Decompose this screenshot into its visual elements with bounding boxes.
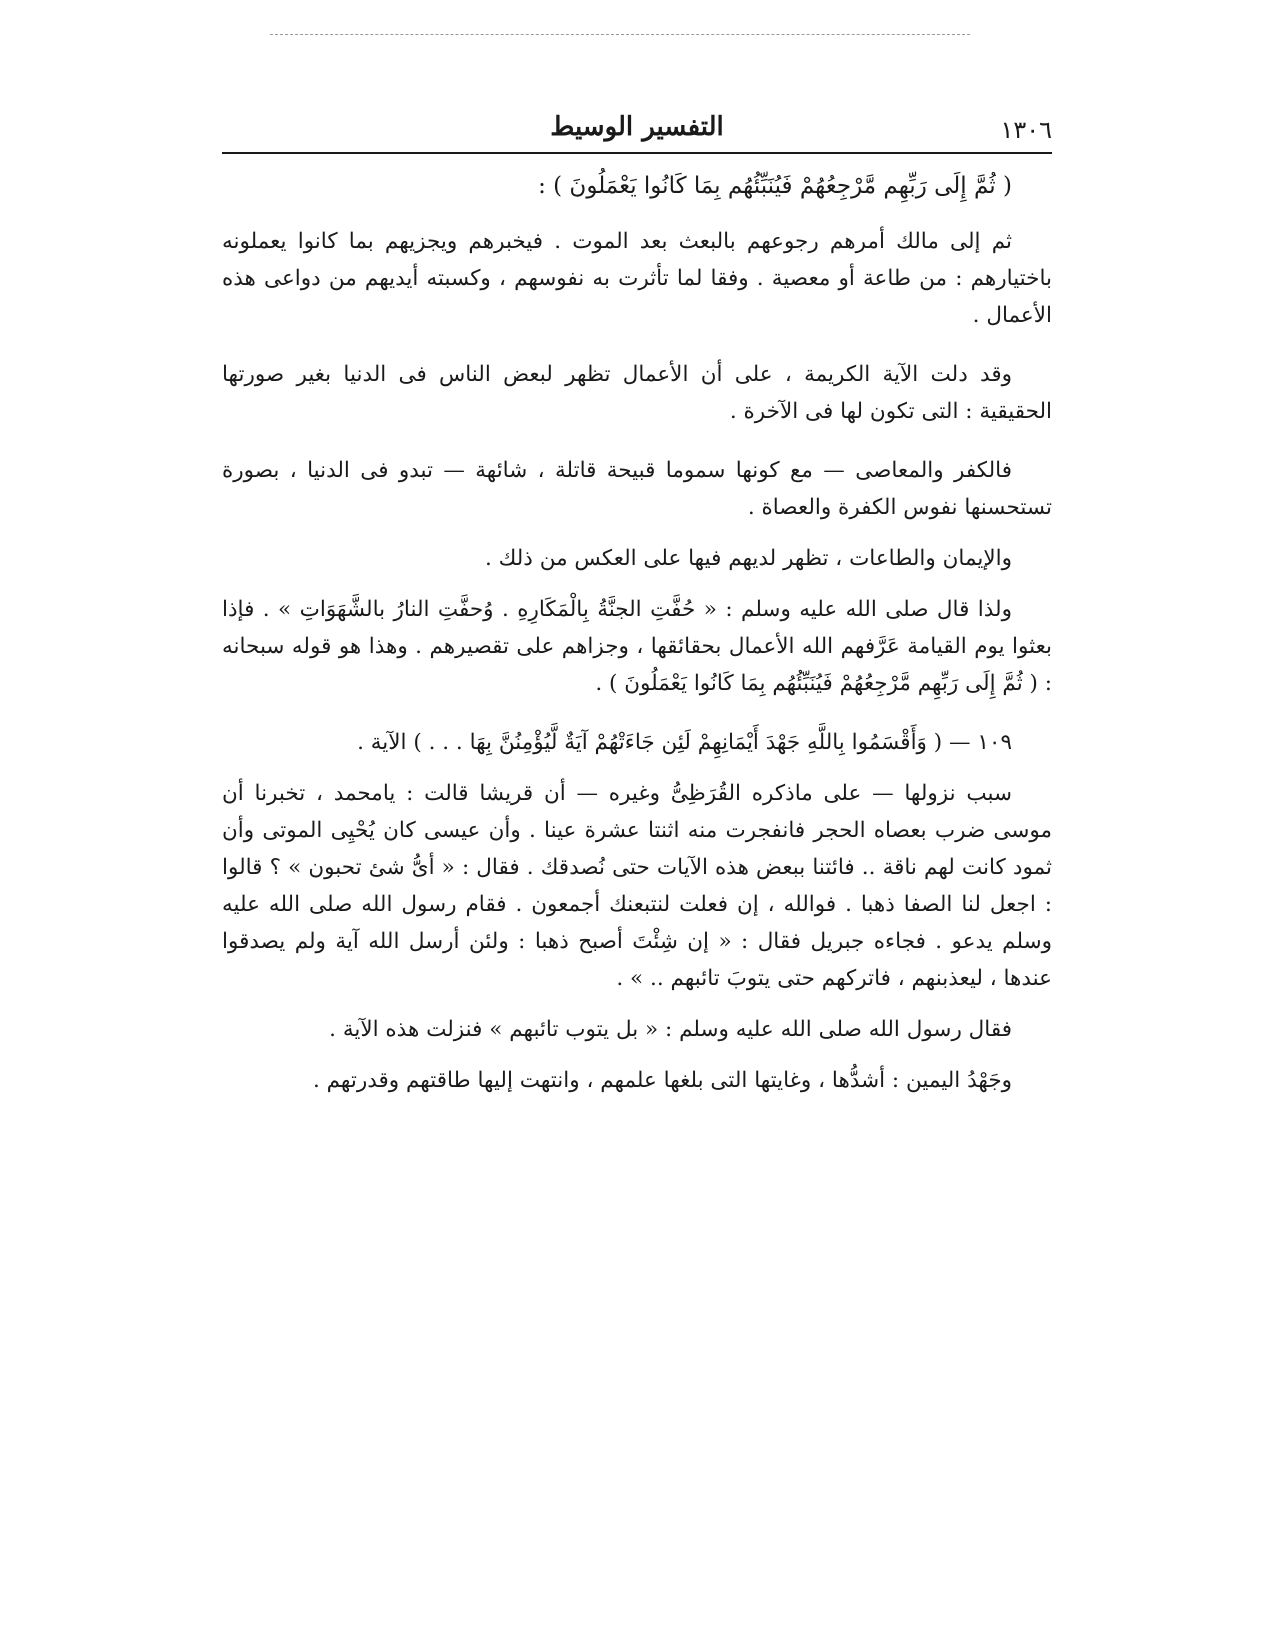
page-number: ١٣٠٦: [1000, 116, 1052, 144]
paragraph-commentary: ثم إلى مالك أمرهم رجوعهم بالبعث بعد الموت . فيخبرهم ويجزيهم بما كانوا يعملونه باختيارهم : من طاعة أو معصية . وفقا لما تأثرت به نفوسهم ، وكسبته أيديهم من دواعى هذه الأعمال .: [222, 229, 1052, 328]
paragraph-verse-indication: وقد دلت الآية الكريمة ، على أن الأعمال تظهر لبعض الناس فى الدنيا بغير صورتها الحقيقية : التى تكون لها فى الآخرة .: [222, 362, 1052, 424]
page-body: [222, 168, 1052, 1121]
paragraph-reason-of-revelation: سبب نزولها — على ماذكره القُرَظِىُّ وغيره — أن قريشا قالت : يامحمد ، تخبرنا أن موسى ضرب بعصاه الحجر فانفجرت منه اثنتا عشرة عينا . وأن عيسى كان يُحْيِى الموتى وأن ثمود كانت لهم ناقة .. فائتنا ببعض هذه الآيات حتى نُصدقك . فقال : « أىُّ شئ تحبون » ؟ قالوا : اجعل لنا الصفا ذهبا . فوالله ، إن فعلت لنتبعنك أجمعون . فقام رسول الله صلى الله عليه وسلم يدعو . فجاءه جبريل فقال : « إن شِئْتَ أصبح ذهبا : ولئن أرسل الله آية ولم يصدقوا عندها ، ليعذبنهم ، فاتركهم حتى يتوبَ تائبهم .. » .: [222, 781, 1052, 991]
page-header: [222, 108, 1052, 148]
scan-edge-line: [270, 34, 970, 35]
verse-heading-109: ١٠٩ — ( وَأَقْسَمُوا بِاللَّهِ جَهْدَ أَيْمَانِهِمْ لَئِن جَاءَتْهُمْ آيَةٌ لَّيُؤْمِنُنَّ بِهَا . . . ) الآية .: [357, 730, 1012, 755]
paragraph-prophet-reply: فقال رسول الله صلى الله عليه وسلم : « بل يتوب تائبهم » فنزلت هذه الآية .: [329, 1017, 1012, 1042]
paragraph-hadith: ولذا قال صلى الله عليه وسلم : « حُفَّتِ الجنَّةُ بِالْمَكَارِهِ . وُحفَّتِ النارُ بالشَّهَوَاتِ » . فإذا بعثوا يوم القيامة عَرَّفهم الله الأعمال بحقائقها ، وجزاهم على تقصيرهم . وهذا هو قوله سبحانه : ( ثُمَّ إِلَى رَبِّهِم مَّرْجِعُهُمْ فَيُنَبِّئُهُم بِمَا كَانُوا يَعْمَلُونَ ) .: [222, 597, 1052, 696]
running-title: التفسير الوسيط: [550, 112, 724, 142]
paragraph-disbelief: فالكفر والمعاصى — مع كونها سموما قبيحة قاتلة ، شائهة — تبدو فى الدنيا ، بصورة تستحسنها نفوس الكفرة والعصاة .: [222, 458, 1052, 520]
header-rule: [222, 152, 1052, 154]
verse-heading: ( ثُمَّ إِلَى رَبِّهِم مَّرْجِعُهُمْ فَيُنَبِّئُهُم بِمَا كَانُوا يَعْمَلُونَ ) :: [538, 173, 1012, 199]
paragraph-faith: والإيمان والطاعات ، تظهر لديهم فيها على العكس من ذلك .: [484, 546, 1012, 571]
paragraph-oath-meaning: وجَهْدُ اليمين : أشدُّها ، وغايتها التى بلغها علمهم ، وانتهت إليها طاقتهم وقدرتهم .: [312, 1068, 1012, 1093]
